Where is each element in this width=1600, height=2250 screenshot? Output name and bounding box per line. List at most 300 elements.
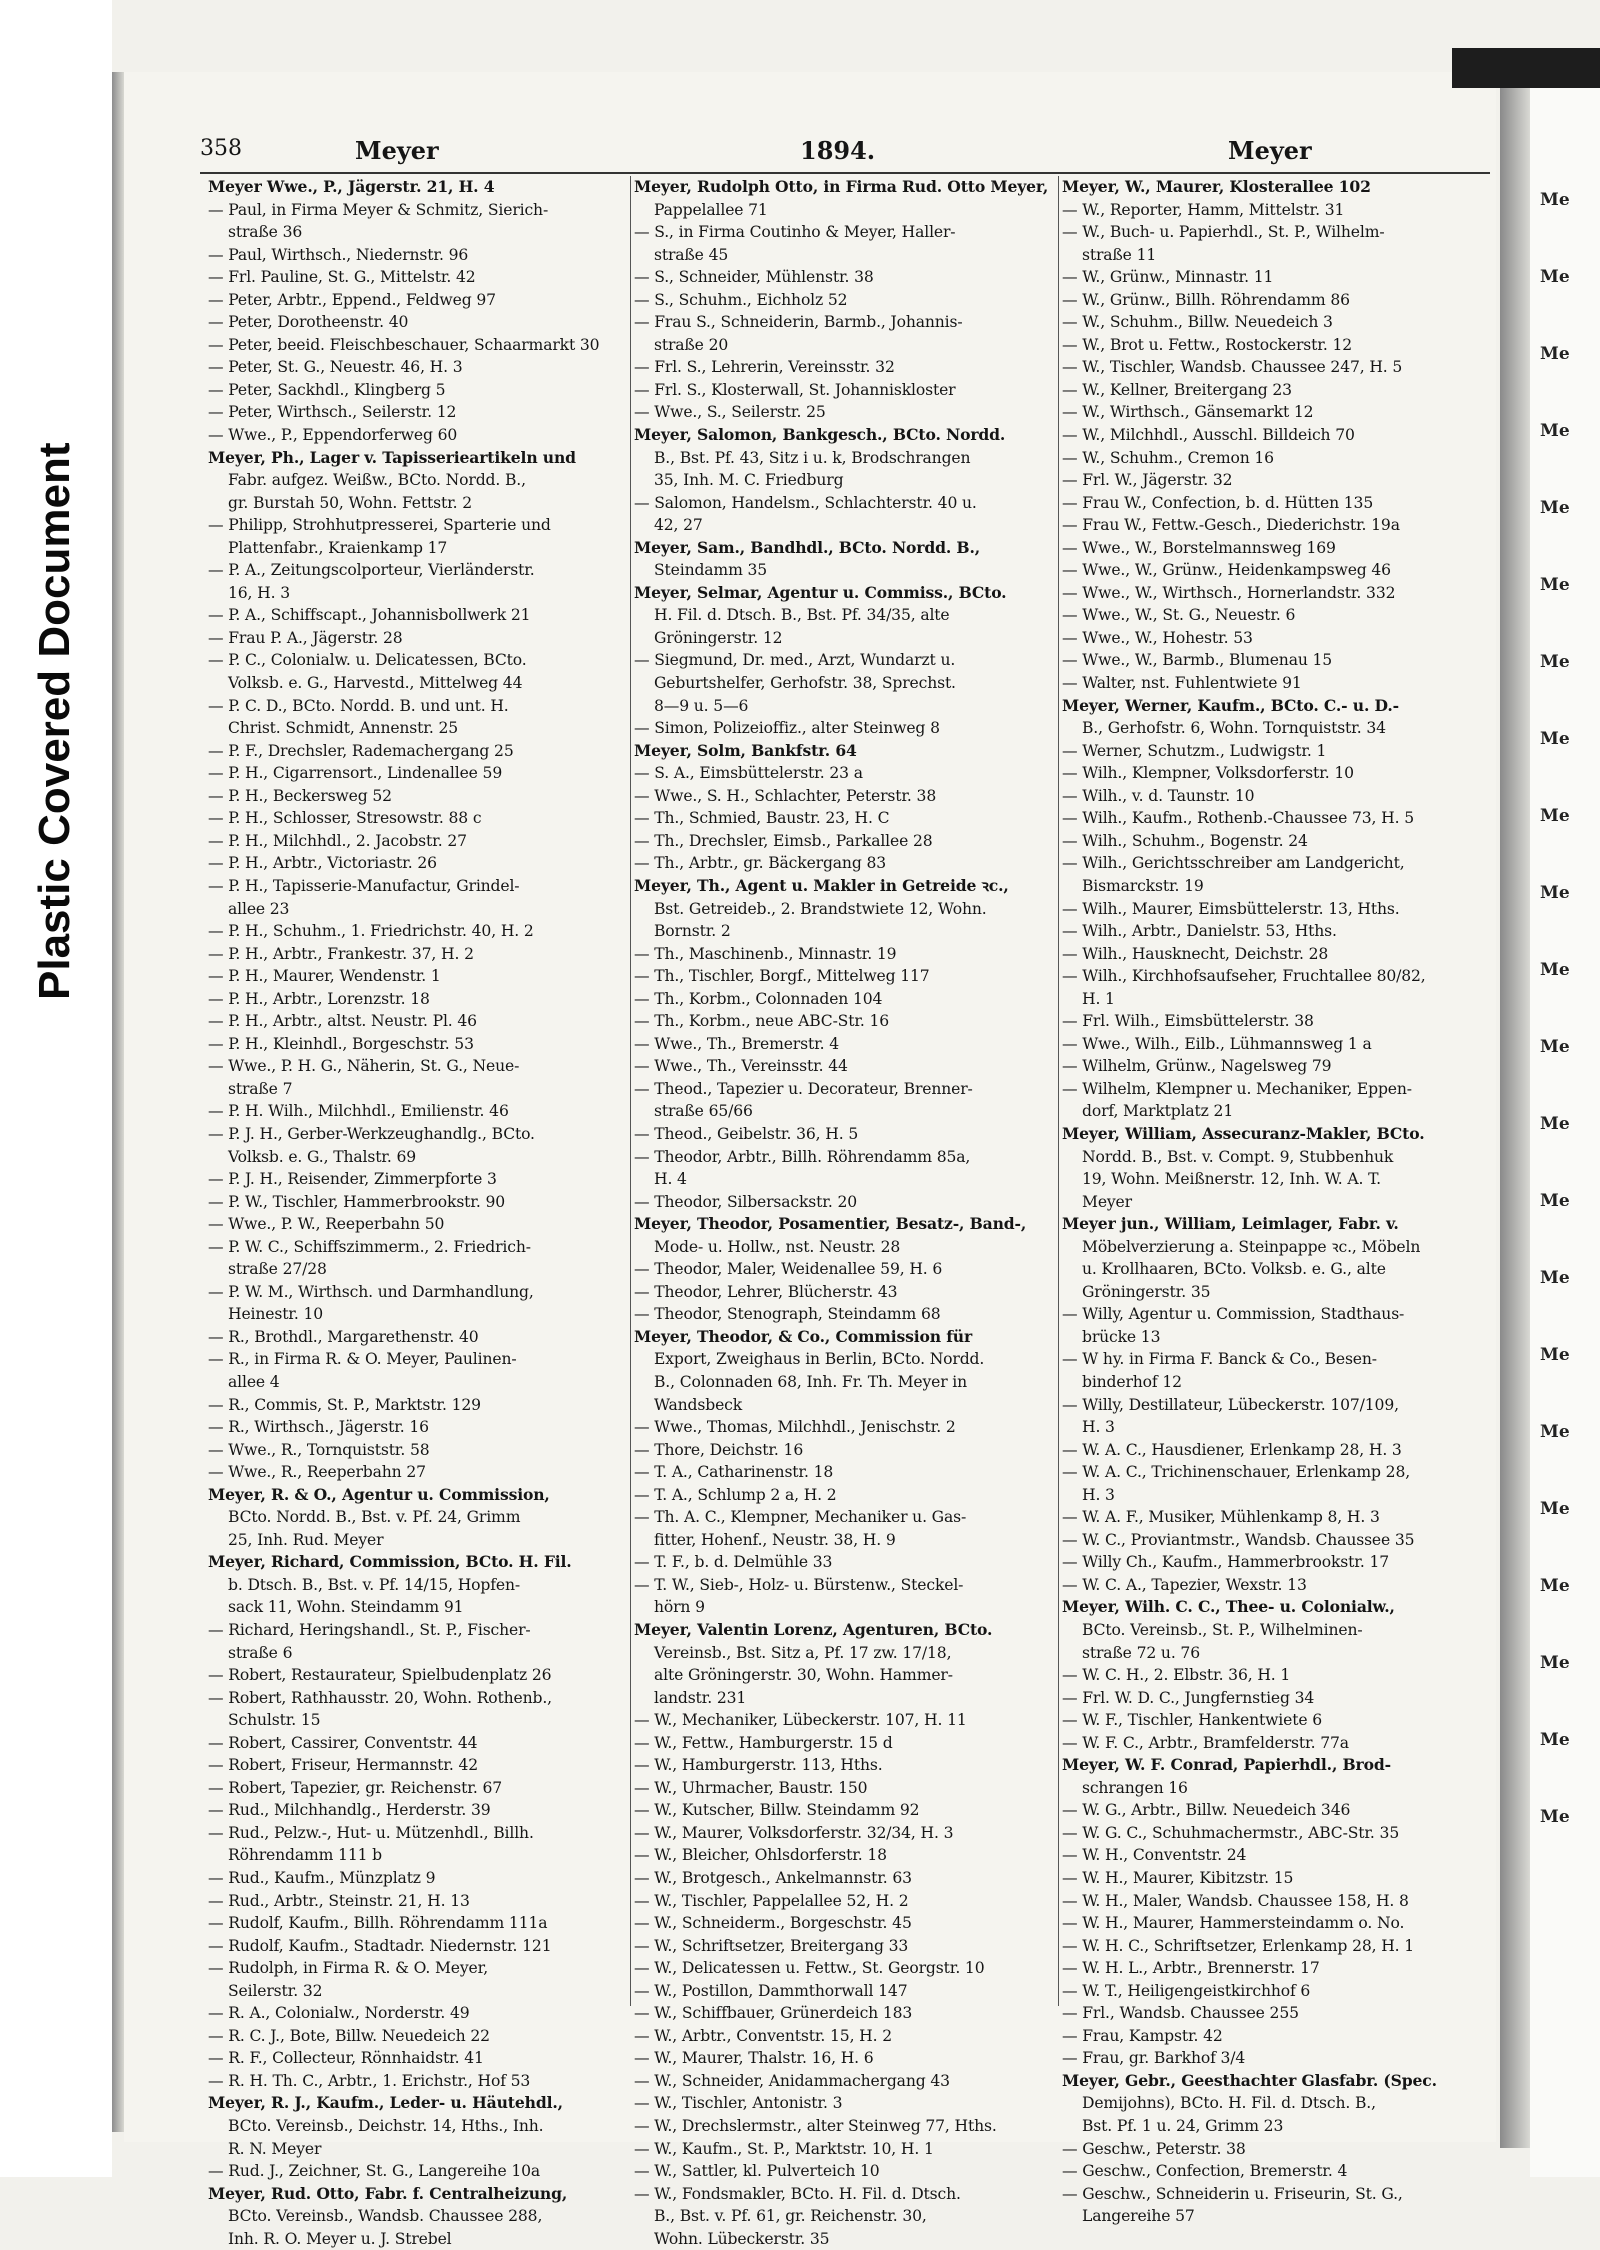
directory-entry: — Frau, gr. Barkhof 3/4 (1062, 2049, 1246, 2068)
directory-entry: — W., Schuhm., Cremon 16 (1062, 448, 1274, 467)
directory-entry: — S. A., Eimsbüttelerstr. 23 a (634, 764, 863, 783)
directory-entry: — W., Arbtr., Conventstr. 15, H. 2 (634, 2026, 893, 2045)
directory-entry: — Robert, Restaurateur, Spielbudenplatz 26 (208, 1666, 552, 1685)
left-running-head: Meyer (355, 136, 439, 165)
directory-entry: straße 7 (228, 1079, 293, 1098)
directory-entry: — T. A., Catharinenstr. 18 (634, 1463, 834, 1482)
directory-entry: gr. Burstah 50, Wohn. Fettstr. 2 (228, 493, 473, 512)
directory-entry: — Wwe., W., Borstelmannsweg 169 (1062, 538, 1336, 557)
directory-entry: Langereihe 57 (1082, 2207, 1195, 2226)
next-page-fragment: Me (1540, 1576, 1570, 1596)
directory-entry: — Wwe., P., Eppendorferweg 60 (208, 426, 458, 445)
directory-entry: — P. H., Arbtr., Lorenzstr. 18 (208, 989, 430, 1008)
directory-entry: — W., Tischler, Wandsb. Chaussee 247, H. 5 (1062, 358, 1403, 377)
directory-entry: H. 3 (1082, 1418, 1115, 1437)
directory-column-2 (634, 176, 1054, 2248)
directory-main-entry: Meyer, Werner, Kaufm., BCto. C.- u. D.- (1062, 695, 1399, 715)
directory-entry: straße 6 (228, 1643, 293, 1662)
directory-entry: — S., Schuhm., Eichholz 52 (634, 290, 848, 309)
directory-entry: Schulstr. 15 (228, 1711, 321, 1730)
directory-entry: — Wwe., R., Reeperbahn 27 (208, 1463, 426, 1482)
directory-entry: — S., Schneider, Mühlenstr. 38 (634, 268, 874, 287)
directory-entry: — P. H. Wilh., Milchhdl., Emilienstr. 46 (208, 1102, 509, 1121)
directory-main-entry: Meyer, Sam., Bandhdl., BCto. Nordd. B., (634, 537, 981, 557)
directory-entry: BCto. Nordd. B., Bst. v. Pf. 24, Grimm (228, 1508, 521, 1527)
directory-entry: — Rud., Milchhandlg., Herderstr. 39 (208, 1801, 491, 1820)
directory-entry: H. Fil. d. Dtsch. B., Bst. Pf. 34/35, alte (654, 606, 950, 625)
directory-entry: — W. F. C., Arbtr., Bramfelderstr. 77a (1062, 1733, 1349, 1752)
directory-entry: — W., Schriftsetzer, Breitergang 33 (634, 1936, 909, 1955)
directory-entry: — W. C. H., 2. Elbstr. 36, H. 1 (1062, 1666, 1291, 1685)
next-page-fragment: Me (1540, 344, 1570, 364)
directory-entry: alte Gröningerstr. 30, Wohn. Hammer- (654, 1666, 953, 1685)
directory-entry: — Willy, Agentur u. Commission, Stadthaus- (1062, 1305, 1405, 1324)
directory-entry: — Wwe., Th., Vereinsstr. 44 (634, 1057, 848, 1076)
directory-entry: — W., Tischler, Pappelallee 52, H. 2 (634, 1891, 909, 1910)
next-page-fragment: Me (1540, 1499, 1570, 1519)
directory-entry: — Willy, Destillateur, Lübeckerstr. 107/109, (1062, 1395, 1399, 1414)
directory-entry: — W., Schneider, Anidammachergang 43 (634, 2071, 950, 2090)
directory-entry: — W., Maurer, Volksdorferstr. 32/34, H. 3 (634, 1823, 954, 1842)
directory-entry: — W., Delicatessen u. Fettw., St. Georgstr. 10 (634, 1959, 985, 1978)
directory-entry: — Th., Maschinenb., Minnastr. 19 (634, 944, 897, 963)
directory-entry: fitter, Hohenf., Neustr. 38, H. 9 (654, 1530, 896, 1549)
directory-entry: — Wwe., W., Wirthsch., Hornerlandstr. 332 (1062, 583, 1396, 602)
directory-entry: — Frl. Wilh., Eimsbüttelerstr. 38 (1062, 1012, 1314, 1031)
directory-entry: — T. A., Schlump 2 a, H. 2 (634, 1485, 837, 1504)
directory-entry: — P. A., Schiffscapt., Johannisbollwerk 21 (208, 606, 531, 625)
directory-entry: straße 36 (228, 223, 303, 242)
directory-main-entry: Meyer, Rudolph Otto, in Firma Rud. Otto Meyer, (634, 177, 1049, 196)
directory-entry: — P. H., Cigarrensort., Lindenallee 59 (208, 764, 503, 783)
directory-entry: — R. F., Collecteur, Rönnhaidstr. 41 (208, 2049, 484, 2068)
directory-entry: — Paul, in Firma Meyer & Schmitz, Sierich- (208, 200, 549, 219)
next-page-fragment: Me (1540, 267, 1570, 287)
directory-entry: — Wwe., Thomas, Milchhdl., Jenischstr. 2 (634, 1418, 956, 1437)
directory-main-entry: Meyer, Selmar, Agentur u. Commiss., BCto. (634, 582, 1007, 602)
directory-entry: — W. C. A., Tapezier, Wexstr. 13 (1062, 1575, 1307, 1594)
directory-entry: — T. W., Sieb-, Holz- u. Bürstenw., Steckel- (634, 1575, 964, 1594)
directory-entry: — Wwe., P. H. G., Näherin, St. G., Neue- (208, 1057, 520, 1076)
directory-entry: — R., in Firma R. & O. Meyer, Paulinen- (208, 1350, 517, 1369)
directory-main-entry: Meyer, William, Assecuranz-Makler, BCto. (1062, 1123, 1425, 1143)
directory-entry: — P. W., Tischler, Hammerbrookstr. 90 (208, 1192, 506, 1211)
directory-entry: — Wwe., P. W., Reeperbahn 50 (208, 1215, 445, 1234)
directory-entry: — Theodor, Silbersackstr. 20 (634, 1192, 858, 1211)
directory-main-entry: Meyer jun., William, Leimlager, Fabr. v. (1062, 1214, 1399, 1234)
next-page-fragment: Me (1540, 806, 1570, 826)
directory-entry: — W., Brot u. Fettw., Rostockerstr. 12 (1062, 335, 1353, 354)
directory-entry: Steindamm 35 (654, 561, 768, 580)
directory-entry: — Geschw., Schneiderin u. Friseurin, St. G., (1062, 2184, 1403, 2203)
directory-entry: — Walter, nst. Fuhlentwiete 91 (1062, 674, 1302, 693)
directory-main-entry: Meyer, Rud. Otto, Fabr. f. Centralheizung, (208, 2183, 568, 2203)
directory-entry: — P. W. C., Schiffszimmerm., 2. Friedrich- (208, 1237, 531, 1256)
directory-entry: — W., Fondsmakler, BCto. H. Fil. d. Dtsch. (634, 2184, 961, 2203)
directory-entry: — Frl. W. D. C., Jungfernstieg 34 (1062, 1688, 1315, 1707)
directory-entry: — Theodor, Arbtr., Billh. Röhrendamm 85a, (634, 1147, 971, 1166)
directory-entry: — W., Schiffbauer, Grünerdeich 183 (634, 2004, 913, 2023)
directory-entry: — W., Schneiderm., Borgeschstr. 45 (634, 1914, 912, 1933)
directory-main-entry: Meyer, Wilh. C. C., Thee- u. Colonialw., (1062, 1597, 1395, 1617)
directory-entry: — W. G., Arbtr., Billw. Neuedeich 346 (1062, 1801, 1351, 1820)
directory-entry: — P. H., Schuhm., 1. Friedrichstr. 40, H. 2 (208, 922, 534, 941)
column-divider (1058, 176, 1059, 2006)
directory-entry: — P. F., Drechsler, Rademachergang 25 (208, 741, 514, 760)
directory-main-entry: Meyer Wwe., P., Jägerstr. 21, H. 4 (208, 177, 495, 196)
directory-entry: Bismarckstr. 19 (1082, 876, 1204, 895)
directory-entry: 35, Inh. M. C. Friedburg (654, 471, 844, 490)
next-page-fragment: Me (1540, 1037, 1570, 1057)
directory-entry: — Frl., Wandsb. Chaussee 255 (1062, 2004, 1299, 2023)
page-number: 358 (200, 136, 242, 161)
directory-entry: Meyer (1082, 1192, 1132, 1211)
directory-main-entry: Meyer, Salomon, Bankgesch., BCto. Nordd. (634, 425, 1006, 445)
next-page-fragment: Me (1540, 883, 1570, 903)
directory-entry: Möbelverzierung a. Steinpappe ꝛc., Möbeln (1082, 1237, 1421, 1256)
directory-entry: Gröningerstr. 12 (654, 628, 783, 647)
directory-entry: — Peter, St. G., Neuestr. 46, H. 3 (208, 358, 463, 377)
directory-entry: — P. H., Arbtr., altst. Neustr. Pl. 46 (208, 1012, 477, 1031)
directory-entry: — W. A. C., Hausdiener, Erlenkamp 28, H. 3 (1062, 1440, 1402, 1459)
directory-entry: — W. H., Maler, Wandsb. Chaussee 158, H. 8 (1062, 1891, 1409, 1910)
directory-main-entry: Meyer, Solm, Bankfstr. 64 (634, 740, 857, 760)
next-page-fragment: Me (1540, 1191, 1570, 1211)
directory-entry: — W. C., Proviantmstr., Wandsb. Chaussee 35 (1062, 1530, 1415, 1549)
directory-entry: Seilerstr. 32 (228, 1981, 323, 2000)
directory-entry: — Frl. S., Lehrerin, Vereinsstr. 32 (634, 358, 895, 377)
directory-entry: — P. J. H., Reisender, Zimmerpforte 3 (208, 1170, 497, 1189)
directory-entry: Bornstr. 2 (654, 922, 731, 941)
directory-entry: — Thore, Deichstr. 16 (634, 1440, 804, 1459)
directory-entry: Fabr. aufgez. Weißw., BCto. Nordd. B., (228, 471, 526, 490)
directory-entry: — Peter, Dorotheenstr. 40 (208, 313, 409, 332)
directory-entry: — W., Wirthsch., Gänsemarkt 12 (1062, 403, 1314, 422)
directory-entry: — Theodor, Stenograph, Steindamm 68 (634, 1305, 941, 1324)
directory-entry: — Simon, Polizeioffiz., alter Steinweg 8 (634, 719, 940, 738)
directory-entry: straße 45 (654, 245, 729, 264)
directory-entry: — Th., Tischler, Borgf., Mittelweg 117 (634, 967, 930, 986)
directory-entry: — P. C. D., BCto. Nordd. B. und unt. H. (208, 696, 509, 715)
directory-entry: 25, Inh. Rud. Meyer (228, 1530, 384, 1549)
directory-main-entry: Meyer, W. F. Conrad, Papierhdl., Brod- (1062, 1755, 1391, 1775)
directory-entry: — W. T., Heiligengeistkirchhof 6 (1062, 1981, 1311, 2000)
directory-entry: straße 20 (654, 335, 729, 354)
directory-entry: — P. H., Milchhdl., 2. Jacobstr. 27 (208, 831, 467, 850)
directory-entry: — W., Sattler, kl. Pulverteich 10 (634, 2162, 880, 2181)
directory-entry: — Wilh., Hausknecht, Deichstr. 28 (1062, 944, 1329, 963)
directory-entry: — Rudolf, Kaufm., Billh. Röhrendamm 111a (208, 1914, 548, 1933)
directory-main-entry: Meyer, Richard, Commission, BCto. H. Fil. (208, 1552, 572, 1572)
directory-entry: — W., Bleicher, Ohlsdorferstr. 18 (634, 1846, 887, 1865)
directory-entry: — Th., Schmied, Baustr. 23, H. C (634, 809, 890, 828)
directory-entry: — W., Kutscher, Billw. Steindamm 92 (634, 1801, 920, 1820)
directory-entry: Export, Zweighaus in Berlin, BCto. Nordd. (654, 1350, 985, 1369)
next-page-fragment: Me (1540, 498, 1570, 518)
directory-entry: — R. C. J., Bote, Billw. Neuedeich 22 (208, 2026, 490, 2045)
directory-entry: hörn 9 (654, 1598, 705, 1617)
directory-entry: — W., Brotgesch., Ankelmannstr. 63 (634, 1869, 912, 1888)
directory-entry: — Wwe., W., Grünw., Heidenkampsweg 46 (1062, 561, 1391, 580)
directory-entry: b. Dtsch. B., Bst. v. Pf. 14/15, Hopfen- (228, 1575, 520, 1594)
directory-entry: — Richard, Heringshandl., St. P., Fischer- (208, 1621, 531, 1639)
directory-entry: — R. H. Th. C., Arbtr., 1. Erichstr., Hof 53 (208, 2071, 531, 2090)
directory-entry: — Theod., Geibelstr. 36, H. 5 (634, 1124, 859, 1143)
directory-entry: Gröningerstr. 35 (1082, 1282, 1211, 1301)
next-page-fragment: Me (1540, 190, 1570, 210)
directory-column-3 (1062, 176, 1500, 2226)
directory-entry: — P. H., Schlosser, Stresowstr. 88 c (208, 809, 482, 828)
directory-entry: — W. H., Conventstr. 24 (1062, 1846, 1247, 1865)
directory-entry: straße 72 u. 76 (1082, 1643, 1200, 1662)
next-page-fragment: Me (1540, 1345, 1570, 1365)
directory-entry: — W., Postillon, Dammthorwall 147 (634, 1981, 908, 2000)
directory-entry: — Th., Arbtr., gr. Bäckergang 83 (634, 854, 887, 873)
directory-entry: — Geschw., Peterstr. 38 (1062, 2139, 1246, 2158)
directory-entry: — Wilh., Schuhm., Bogenstr. 24 (1062, 831, 1308, 850)
directory-entry: — Robert, Cassirer, Conventstr. 44 (208, 1733, 478, 1752)
directory-entry: — Th., Drechsler, Eimsb., Parkallee 28 (634, 831, 933, 850)
directory-entry: — Theodor, Lehrer, Blücherstr. 43 (634, 1282, 898, 1301)
directory-entry: Heinestr. 10 (228, 1305, 324, 1324)
directory-entry: dorf, Marktplatz 21 (1082, 1102, 1234, 1121)
directory-entry: — W. A. C., Trichinenschauer, Erlenkamp 28, (1062, 1463, 1411, 1482)
directory-entry: binderhof 12 (1082, 1372, 1182, 1391)
directory-entry: — P. H., Tapisserie-Manufactur, Grindel- (208, 876, 520, 895)
next-page-fragment: Me (1540, 960, 1570, 980)
directory-entry: — Philipp, Strohhutpresserei, Sparterie und (208, 516, 551, 535)
next-page-fragment: Me (1540, 729, 1570, 749)
directory-entry: H. 4 (654, 1170, 687, 1189)
next-page-fragment: Me (1540, 1268, 1570, 1288)
directory-entry: — Geschw., Confection, Bremerstr. 4 (1062, 2162, 1348, 2181)
directory-entry: — W., Tischler, Antonistr. 3 (634, 2094, 843, 2113)
directory-entry: — Rudolph, in Firma R. & O. Meyer, (208, 1959, 489, 1978)
directory-entry: — Wwe., Wilh., Eilb., Lühmannsweg 1 a (1062, 1034, 1372, 1053)
directory-entry: — S., in Firma Coutinho & Meyer, Haller- (634, 223, 956, 242)
directory-entry: Volksb. e. G., Thalstr. 69 (228, 1147, 417, 1166)
directory-entry: Mode- u. Hollw., nst. Neustr. 28 (654, 1237, 901, 1256)
directory-entry: BCto. Vereinsb., Wandsb. Chaussee 288, (228, 2207, 543, 2226)
directory-entry: — R. A., Colonialw., Norderstr. 49 (208, 2004, 470, 2023)
directory-entry: sack 11, Wohn. Steindamm 91 (228, 1598, 464, 1617)
next-page-fragments (1540, 190, 1598, 1890)
directory-entry: — Frl. S., Klosterwall, St. Johanniskloster (634, 380, 956, 399)
directory-entry: — Wilh., Gerichtsschreiber am Landgericht, (1062, 854, 1405, 873)
directory-entry: allee 23 (228, 899, 290, 918)
directory-entry: — P. H., Beckersweg 52 (208, 786, 392, 805)
directory-entry: H. 1 (1082, 989, 1115, 1008)
directory-entry: — W., Milchhdl., Ausschl. Billdeich 70 (1062, 426, 1355, 445)
directory-entry: Bst. Getreideb., 2. Brandstwiete 12, Wohn. (654, 899, 987, 918)
directory-main-entry: Meyer, Valentin Lorenz, Agenturen, BCto. (634, 1620, 993, 1639)
directory-entry: — W., Maurer, Thalstr. 16, H. 6 (634, 2049, 874, 2068)
directory-entry: Christ. Schmidt, Annenstr. 25 (228, 719, 459, 738)
plastic-covered-stamp: Plastic Covered Document (30, 442, 79, 1000)
directory-entry: — Peter, beeid. Fleischbeschauer, Schaarmarkt 30 (208, 335, 600, 354)
directory-entry: — Wilh., Kirchhofsaufseher, Fruchtallee 80/82, (1062, 967, 1426, 986)
directory-entry: — Frl. W., Jägerstr. 32 (1062, 471, 1233, 490)
directory-main-entry: Meyer, Ph., Lager v. Tapisserieartikeln und (208, 447, 576, 467)
directory-entry: — Rud., Kaufm., Münzplatz 9 (208, 1869, 436, 1888)
directory-entry: — Frau W., Fettw.-Gesch., Diederichstr. 19a (1062, 516, 1400, 535)
directory-entry: landstr. 231 (654, 1688, 747, 1707)
next-page-fragment: Me (1540, 1422, 1570, 1442)
directory-entry: — Robert, Friseur, Hermannstr. 42 (208, 1756, 478, 1775)
directory-main-entry: Meyer, Theodor, Posamentier, Besatz-, Band-, (634, 1214, 1027, 1234)
directory-entry: — W., Fettw., Hamburgerstr. 15 d (634, 1733, 893, 1752)
directory-entry: u. Krollhaaren, BCto. Volksb. e. G., alte (1082, 1260, 1386, 1279)
directory-entry: — W., Buch- u. Papierhdl., St. P., Wilhelm- (1062, 223, 1385, 242)
directory-entry: Pappelallee 71 (654, 200, 768, 219)
directory-entry: — Peter, Arbtr., Eppend., Feldweg 97 (208, 290, 496, 309)
directory-entry: — Wwe., W., Hohestr. 53 (1062, 628, 1253, 647)
year-heading: 1894. (800, 136, 876, 165)
directory-entry: Vereinsb., Bst. Sitz a, Pf. 17 zw. 17/18, (654, 1643, 952, 1662)
directory-entry: Wohn. Lübeckerstr. 35 (654, 2229, 830, 2248)
page-left-edge (112, 72, 124, 2132)
directory-entry: allee 4 (228, 1372, 280, 1391)
directory-entry: — Robert, Rathhausstr. 20, Wohn. Rothenb., (208, 1688, 552, 1707)
directory-entry: — P. W. M., Wirthsch. und Darmhandlung, (208, 1282, 534, 1301)
directory-entry: Röhrendamm 111 b (228, 1846, 383, 1865)
directory-entry: — W., Kellner, Breitergang 23 (1062, 380, 1292, 399)
directory-entry: — Werner, Schutzm., Ludwigstr. 1 (1062, 741, 1327, 760)
directory-entry: H. 3 (1082, 1485, 1115, 1504)
directory-entry: — P. J. H., Gerber-Werkzeughandlg., BCto. (208, 1124, 535, 1143)
directory-entry: — W., Kaufm., St. P., Marktstr. 10, H. 1 (634, 2139, 934, 2158)
directory-entry: — W hy. in Firma F. Banck & Co., Besen- (1062, 1350, 1377, 1369)
column-divider (630, 176, 631, 2006)
directory-entry: — R., Brothdl., Margarethenstr. 40 (208, 1327, 479, 1346)
directory-entry: Volksb. e. G., Harvestd., Mittelweg 44 (228, 674, 523, 693)
directory-entry: — Wilhelm, Klempner u. Mechaniker, Eppen- (1062, 1079, 1412, 1098)
directory-entry: BCto. Vereinsb., Deichstr. 14, Hths., Inh. (228, 2117, 544, 2136)
directory-entry: — W. H., Maurer, Kibitzstr. 15 (1062, 1869, 1294, 1888)
directory-entry: — Peter, Sackhdl., Klingberg 5 (208, 380, 446, 399)
directory-entry: — Wilhelm, Grünw., Nagelsweg 79 (1062, 1057, 1332, 1076)
directory-entry: — Wilh., v. d. Taunstr. 10 (1062, 786, 1255, 805)
directory-main-entry: Meyer, Gebr., Geesthachter Glasfabr. (Spec. (1062, 2070, 1437, 2090)
directory-main-entry: Meyer, W., Maurer, Klosterallee 102 (1062, 177, 1371, 196)
directory-entry: — W. H. C., Schriftsetzer, Erlenkamp 28, H. 1 (1062, 1936, 1415, 1955)
directory-entry: — W. A. F., Musiker, Mühlenkamp 8, H. 3 (1062, 1508, 1380, 1527)
next-page-fragment: Me (1540, 421, 1570, 441)
header-rule (200, 172, 1490, 174)
directory-entry: — W. H. L., Arbtr., Brennerstr. 17 (1062, 1959, 1320, 1978)
directory-entry: straße 11 (1082, 245, 1157, 264)
directory-entry: — Theodor, Maler, Weidenallee 59, H. 6 (634, 1260, 943, 1279)
directory-entry: R. N. Meyer (228, 2139, 322, 2158)
directory-entry: Wandsbeck (654, 1395, 743, 1414)
directory-entry: — P. H., Arbtr., Victoriastr. 26 (208, 854, 437, 873)
directory-entry: — Wilh., Klempner, Volksdorferstr. 10 (1062, 764, 1354, 783)
directory-entry: Geburtshelfer, Gerhofstr. 38, Sprechst. (654, 674, 956, 693)
directory-entry: — Wwe., S., Seilerstr. 25 (634, 403, 826, 422)
directory-entry: — P. C., Colonialw. u. Delicatessen, BCto. (208, 651, 527, 670)
directory-entry: — Wwe., Th., Bremerstr. 4 (634, 1034, 840, 1053)
next-page-fragment: Me (1540, 1653, 1570, 1673)
page-fold (1500, 88, 1530, 2148)
directory-entry: straße 65/66 (654, 1102, 753, 1121)
directory-entry: — W., Uhrmacher, Baustr. 150 (634, 1778, 868, 1797)
directory-entry: — Frau S., Schneiderin, Barmb., Johannis- (634, 313, 963, 332)
directory-entry: 16, H. 3 (228, 583, 290, 602)
directory-entry: — Frl. Pauline, St. G., Mittelstr. 42 (208, 268, 476, 287)
directory-entry: — Frau P. A., Jägerstr. 28 (208, 628, 403, 647)
directory-entry: Plattenfabr., Kraienkamp 17 (228, 538, 448, 557)
directory-entry: — Rud., Arbtr., Steinstr. 21, H. 13 (208, 1891, 470, 1910)
directory-column-1 (208, 176, 628, 2248)
directory-entry: — W., Drechslermstr., alter Steinweg 77, Hths. (634, 2117, 997, 2136)
directory-entry: straße 27/28 (228, 1260, 327, 1279)
directory-entry: — Wwe., S. H., Schlachter, Peterstr. 38 (634, 786, 937, 805)
directory-entry: — Wilh., Arbtr., Danielstr. 53, Hths. (1062, 922, 1337, 941)
next-page-fragment: Me (1540, 652, 1570, 672)
directory-entry: — R., Wirthsch., Jägerstr. 16 (208, 1418, 429, 1437)
next-page-fragment: Me (1540, 1807, 1570, 1827)
directory-entry: — Peter, Wirthsch., Seilerstr. 12 (208, 403, 457, 422)
next-page-fragment: Me (1540, 1730, 1570, 1750)
directory-entry: — P. H., Maurer, Wendenstr. 1 (208, 967, 441, 986)
directory-entry: — Paul, Wirthsch., Niedernstr. 96 (208, 245, 469, 264)
directory-entry: — P. H., Kleinhdl., Borgeschstr. 53 (208, 1034, 474, 1053)
directory-entry: B., Colonnaden 68, Inh. Fr. Th. Meyer in (654, 1372, 968, 1391)
directory-entry: — Willy Ch., Kaufm., Hammerbrookstr. 17 (1062, 1553, 1390, 1572)
directory-entry: schrangen 16 (1082, 1778, 1188, 1797)
directory-entry: Nordd. B., Bst. v. Compt. 9, Stubbenhuk (1082, 1147, 1394, 1166)
directory-entry: — W., Mechaniker, Lübeckerstr. 107, H. 11 (634, 1711, 967, 1730)
directory-entry: — Salomon, Handelsm., Schlachterstr. 40 u. (634, 493, 977, 512)
directory-entry: — Rud., Pelzw.-, Hut- u. Mützenhdl., Billh. (208, 1823, 534, 1842)
directory-entry: 42, 27 (654, 516, 703, 535)
directory-main-entry: Meyer, R. & O., Agentur u. Commission, (208, 1484, 550, 1504)
directory-entry: — Robert, Tapezier, gr. Reichenstr. 67 (208, 1778, 503, 1797)
directory-entry: — R., Commis, St. P., Marktstr. 129 (208, 1395, 481, 1414)
directory-entry: — W., Reporter, Hamm, Mittelstr. 31 (1062, 200, 1345, 219)
directory-entry: BCto. Vereinsb., St. P., Wilhelminen- (1082, 1621, 1363, 1639)
next-page-fragment: Me (1540, 575, 1570, 595)
directory-entry: — W. F., Tischler, Hankentwiete 6 (1062, 1711, 1322, 1730)
directory-entry: — Wwe., R., Tornquiststr. 58 (208, 1440, 430, 1459)
directory-entry: — Frau, Kampstr. 42 (1062, 2026, 1223, 2045)
directory-entry: Demijohns), BCto. H. Fil. d. Dtsch. B., (1082, 2094, 1376, 2113)
directory-entry: — Rudolf, Kaufm., Stadtadr. Niedernstr. 121 (208, 1936, 552, 1955)
directory-entry: — Rud. J., Zeichner, St. G., Langereihe 10a (208, 2162, 541, 2181)
directory-entry: — W., Grünw., Minnastr. 11 (1062, 268, 1274, 287)
directory-entry: — T. F., b. d. Delmühle 33 (634, 1553, 833, 1572)
directory-main-entry: Meyer, Th., Agent u. Makler in Getreide ꝛc., (634, 875, 1009, 895)
directory-entry: — Siegmund, Dr. med., Arzt, Wundarzt u. (634, 651, 956, 670)
directory-entry: — W., Schuhm., Billw. Neuedeich 3 (1062, 313, 1333, 332)
directory-entry: — Wilh., Kaufm., Rothenb.-Chaussee 73, H. 5 (1062, 809, 1415, 828)
directory-entry: — P. H., Arbtr., Frankestr. 37, H. 2 (208, 944, 474, 963)
directory-entry: Bst. Pf. 1 u. 24, Grimm 23 (1082, 2117, 1284, 2136)
directory-entry: brücke 13 (1082, 1327, 1161, 1346)
directory-entry: — Wwe., W., Barmb., Blumenau 15 (1062, 651, 1333, 670)
directory-entry: — W., Hamburgerstr. 113, Hths. (634, 1756, 883, 1775)
directory-entry: — W. H., Maurer, Hammersteindamm o. No. (1062, 1914, 1405, 1933)
directory-entry: — W., Grünw., Billh. Röhrendamm 86 (1062, 290, 1350, 309)
directory-entry: — Theod., Tapezier u. Decorateur, Brenner- (634, 1079, 973, 1098)
directory-entry: — Frau W., Confection, b. d. Hütten 135 (1062, 493, 1374, 512)
directory-entry: Inh. R. O. Meyer u. J. Strebel (228, 2229, 452, 2248)
directory-entry: — P. A., Zeitungscolporteur, Vierländerstr. (208, 561, 535, 580)
directory-main-entry: Meyer, Theodor, & Co., Commission für (634, 1326, 973, 1346)
directory-main-entry: Meyer, R. J., Kaufm., Leder- u. Häutehdl., (208, 2093, 563, 2113)
directory-entry: B., Bst. v. Pf. 61, gr. Reichenstr. 30, (654, 2207, 927, 2226)
right-running-head: Meyer (1228, 136, 1312, 165)
